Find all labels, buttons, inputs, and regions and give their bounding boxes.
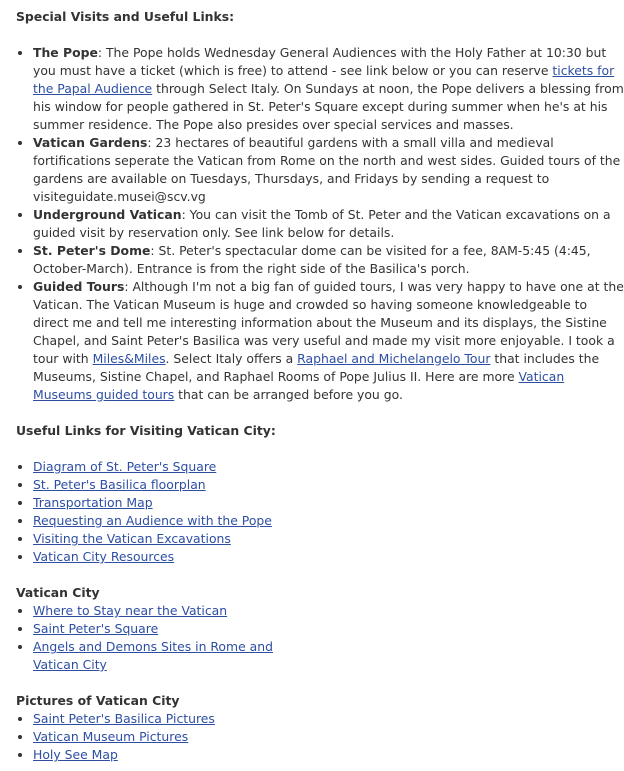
item-text: . Select Italy offers a xyxy=(165,351,298,366)
vatican-city-list xyxy=(16,602,624,674)
list-item xyxy=(33,746,624,764)
link-angels-and-demons-sites[interactable]: Angels and Demons Sites in Rome and Vatican City xyxy=(33,639,273,672)
spacer xyxy=(16,440,624,458)
list-item xyxy=(33,458,624,476)
list-item-underground-vatican xyxy=(33,206,624,242)
list-item xyxy=(33,728,624,746)
miles-and-miles-link[interactable]: Miles&Miles xyxy=(92,351,166,366)
item-text: : St. Peter's spectacular dome can be visited for a fee, 8AM-5:45 (4:45, October-March). Entrance is from the right side of the Basilica's porch. xyxy=(33,243,591,276)
link-basilica-pictures[interactable]: Saint Peter's Basilica Pictures xyxy=(33,711,215,726)
item-label: Guided Tours xyxy=(33,279,125,294)
list-item xyxy=(33,530,624,548)
list-item-pope xyxy=(33,44,624,134)
list-item xyxy=(33,710,624,728)
link-saint-peters-square[interactable]: Saint Peter's Square xyxy=(33,621,159,636)
raphael-michelangelo-tour-link[interactable]: Raphael and Michelangelo Tour xyxy=(297,351,491,366)
item-text: : 23 hectares of beautiful gardens with a small villa and medieval fortifications seperate the Vatican from Rome on the north and west sides. Guided tours of the gardens are available on Tuesdays, Thursdays, and Fridays by sending a request to visiteguidate.musei@scv.vg xyxy=(33,135,621,204)
special-visits-list xyxy=(16,44,624,404)
papal-audience-tickets-link[interactable]: tickets for the Papal Audience xyxy=(33,63,615,96)
list-item xyxy=(33,602,624,620)
item-label: The Pope xyxy=(33,45,98,60)
spacer xyxy=(16,404,624,422)
item-label: St. Peter's Dome xyxy=(33,243,151,258)
spacer xyxy=(16,566,624,584)
useful-links-list xyxy=(16,458,624,566)
list-item xyxy=(33,548,624,566)
item-text: : Although I'm not a big fan of guided tours, I was very happy to have one at the Vatican. The Vatican Museum is huge and crowded so having someone knowledgeable to direct me and tell me interesting information about the Museum and its displays, the Sistine Chapel, and Saint Peter's Basilica was very useful and made my visit more enjoyable. I took a tour with xyxy=(33,279,624,366)
list-item-st-peters-dome xyxy=(33,242,624,278)
link-holy-see-map[interactable]: Holy See Map xyxy=(33,747,118,762)
pictures-list xyxy=(16,710,624,764)
link-vatican-resources[interactable]: Vatican City Resources xyxy=(33,549,175,564)
list-item xyxy=(33,620,624,638)
list-item-vatican-gardens xyxy=(33,134,624,206)
list-item-guided-tours xyxy=(33,278,624,404)
link-where-to-stay[interactable]: Where to Stay near the Vatican xyxy=(33,603,228,618)
item-text: through Select Italy. On Sundays at noon, the Pope delivers a blessing from his window for people gathered in St. Peter's Square except during summer when he's at his summer residence. The Pope also presides over special services and masses. xyxy=(33,81,624,132)
link-vatican-excavations[interactable]: Visiting the Vatican Excavations xyxy=(33,531,231,546)
spacer xyxy=(16,674,624,692)
link-basilica-floorplan[interactable]: St. Peter's Basilica floorplan xyxy=(33,477,206,492)
vatican-city-heading: Vatican City xyxy=(16,585,100,600)
item-text: that can be arranged before you go. xyxy=(174,387,403,402)
item-label: Vatican Gardens xyxy=(33,135,148,150)
useful-links-heading: Useful Links for Visiting Vatican City: xyxy=(16,423,276,438)
list-item xyxy=(33,638,283,674)
item-text: that includes the Museums, Sistine Chapel, and Raphael Rooms of Pope Julius II. Here are more xyxy=(33,351,600,384)
pictures-heading: Pictures of Vatican City xyxy=(16,693,180,708)
link-museum-pictures[interactable]: Vatican Museum Pictures xyxy=(33,729,189,744)
spacer xyxy=(16,26,624,44)
item-text: : The Pope holds Wednesday General Audiences with the Holy Father at 10:30 but you must have a ticket (which is free) to attend - see link below or you can reserve xyxy=(33,45,607,78)
item-label: Underground Vatican xyxy=(33,207,182,222)
vatican-museums-guided-tours-link[interactable]: Vatican Museums guided tours xyxy=(33,369,565,402)
link-st-peters-square-diagram[interactable]: Diagram of St. Peter's Square xyxy=(33,459,217,474)
link-audience-request[interactable]: Requesting an Audience with the Pope xyxy=(33,513,272,528)
list-item xyxy=(33,494,624,512)
item-text: : You can visit the Tomb of St. Peter and the Vatican excavations on a guided visit by reservation only. See link below for details. xyxy=(33,207,611,240)
link-transportation-map[interactable]: Transportation Map xyxy=(33,495,153,510)
list-item xyxy=(33,512,624,530)
special-visits-heading: Special Visits and Useful Links: xyxy=(16,9,235,24)
list-item xyxy=(33,476,624,494)
